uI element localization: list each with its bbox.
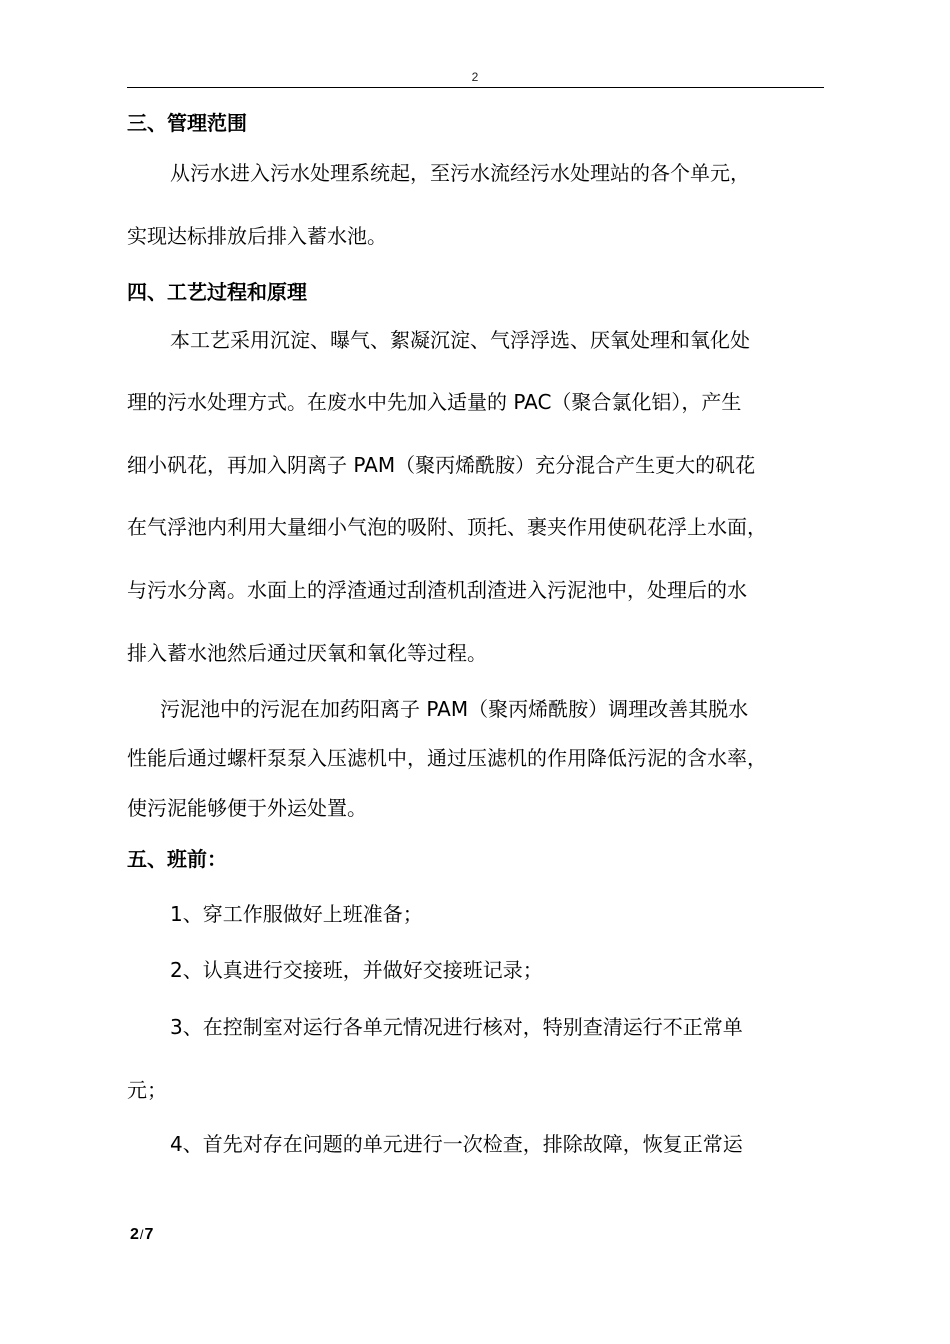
section-4-para-2-line-3: 使污泥能够便于外运处置。 bbox=[127, 796, 367, 820]
section-3-heading: 三、管理范围 bbox=[127, 111, 247, 135]
section-5-item-3-continued: 元； bbox=[127, 1078, 167, 1102]
section-5-item-1: 1、穿工作服做好上班准备； bbox=[170, 902, 423, 926]
header-page-number: 2 bbox=[471, 70, 479, 84]
section-4-para-1-line-2: 理的污水处理方式。在废水中先加入适量的 PAC（聚合氯化铝），产生 bbox=[127, 390, 742, 414]
footer-current-page: 2 bbox=[130, 1226, 139, 1243]
section-5-item-2: 2、认真进行交接班，并做好交接班记录； bbox=[170, 958, 543, 982]
section-3-line-2: 实现达标排放后排入蓄水池。 bbox=[127, 224, 387, 248]
section-5-heading: 五、班前： bbox=[127, 847, 227, 871]
section-4-para-1-line-4: 在气浮池内利用大量细小气泡的吸附、顶托、裹夹作用使矾花浮上水面， bbox=[127, 515, 767, 539]
section-3-line-1: 从污水进入污水处理系统起，至污水流经污水处理站的各个单元， bbox=[170, 161, 750, 185]
header-divider bbox=[127, 87, 824, 88]
section-4-para-1-line-1: 本工艺采用沉淀、曝气、絮凝沉淀、气浮浮选、厌氧处理和氧化处 bbox=[170, 328, 750, 352]
section-5-item-4: 4、首先对存在问题的单元进行一次检查，排除故障，恢复正常运 bbox=[170, 1132, 743, 1156]
section-4-para-1-line-6: 排入蓄水池然后通过厌氧和氧化等过程。 bbox=[127, 641, 487, 665]
section-4-para-2-line-2: 性能后通过螺杆泵泵入压滤机中，通过压滤机的作用降低污泥的含水率， bbox=[127, 746, 767, 770]
footer-page-indicator bbox=[130, 1226, 153, 1244]
footer-total-pages: 7 bbox=[144, 1226, 154, 1243]
section-5-item-3: 3、在控制室对运行各单元情况进行核对，特别查清运行不正常单 bbox=[170, 1015, 743, 1039]
section-4-heading: 四、工艺过程和原理 bbox=[127, 280, 307, 304]
section-4-para-1-line-5: 与污水分离。水面上的浮渣通过刮渣机刮渣进入污泥池中，处理后的水 bbox=[127, 578, 747, 602]
footer-separator: / bbox=[139, 1227, 144, 1242]
section-4-para-1-line-3: 细小矾花，再加入阴离子 PAM（聚丙烯酰胺）充分混合产生更大的矾花 bbox=[127, 453, 756, 477]
section-4-para-2-line-1: 污泥池中的污泥在加药阳离子 PAM（聚丙烯酰胺）调理改善其脱水 bbox=[160, 697, 749, 721]
